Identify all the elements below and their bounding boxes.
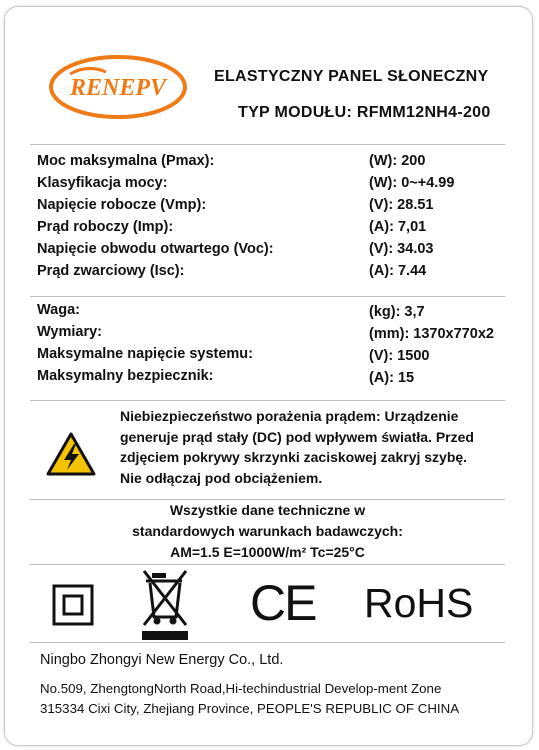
divider	[30, 642, 505, 643]
company-name: Ningbo Zhongyi New Energy Co., Ltd.	[40, 652, 284, 668]
spec-label: Moc maksymalna (Pmax):	[37, 153, 215, 169]
spec-label: Maksymalny bezpiecznik:	[37, 368, 214, 384]
spec-label: Klasyfikacja mocy:	[37, 175, 168, 191]
logo-text: RENEPV	[69, 75, 167, 101]
spec-label: Wymiary:	[37, 324, 103, 340]
warning-line: Nie odłączaj pod obciążeniem.	[120, 469, 323, 486]
warning-line: Niebiezpieczeństwo porażenia prądem: Urządzenie	[120, 408, 459, 424]
high-voltage-warning-icon	[46, 432, 96, 476]
divider	[30, 296, 505, 297]
spec-value: (kg): 3,7	[369, 304, 425, 320]
spec-value: (mm): 1370x770x2	[369, 326, 494, 342]
spec-value: (A): 7.44	[369, 263, 427, 279]
test-conditions-line: standardowych warunkach badawczych:	[132, 523, 403, 539]
spec-label: Napięcie obwodu otwartego (Voc):	[37, 241, 274, 257]
spec-label: Prąd zwarciowy (Isc):	[37, 263, 185, 279]
spec-label: Waga:	[37, 302, 80, 318]
renepv-logo	[48, 54, 188, 120]
test-conditions-line: Wszystkie dane techniczne w	[169, 502, 366, 518]
spec-value: (A): 15	[369, 370, 415, 386]
product-title: ELASTYCZNY PANEL SŁONECZNY	[214, 68, 489, 85]
warning-text	[120, 406, 505, 488]
spec-value: (V): 1500	[369, 348, 430, 364]
module-type: TYP MODUŁU: RFMM12NH4-200	[238, 104, 491, 121]
double-insulation-icon	[52, 584, 94, 626]
divider	[30, 144, 505, 145]
test-conditions-line: AM=1.5 E=1000W/m² Tc=25°C	[170, 544, 365, 560]
warning-line: zdjęciem pokrywy skrzynki zaciskowej zakryj szybę.	[120, 449, 468, 465]
spec-label: Maksymalne napięcie systemu:	[37, 346, 253, 362]
product-label	[30, 34, 505, 722]
warning-line: generuje prąd stały (DC) pod wpływem światła. Przed	[120, 428, 474, 445]
company-address-line: 315334 Cixi City, Zhejiang Province, PEOPLE'S REPUBLIC OF CHINA	[40, 701, 460, 716]
spec-value: (V): 28.51	[369, 197, 434, 213]
spec-label: Napięcie robocze (Vmp):	[37, 197, 207, 213]
ce-mark: CE	[250, 575, 316, 631]
rohs-mark: RoHS	[364, 580, 474, 626]
spec-label: Prąd roboczy (Imp):	[37, 219, 174, 235]
spec-value: (W): 0~+4.99	[369, 175, 455, 191]
spec-value: (V): 34.03	[369, 241, 434, 257]
divider	[30, 564, 505, 565]
spec-value: (W): 200	[369, 153, 426, 169]
test-conditions	[30, 500, 505, 563]
company-address-line: No.509, ZhengtongNorth Road,Hi-techindustrial Develop-ment Zone	[40, 681, 442, 696]
divider	[30, 400, 505, 401]
weee-crossed-bin-icon	[138, 567, 192, 641]
spec-value: (A): 7,01	[369, 219, 427, 235]
